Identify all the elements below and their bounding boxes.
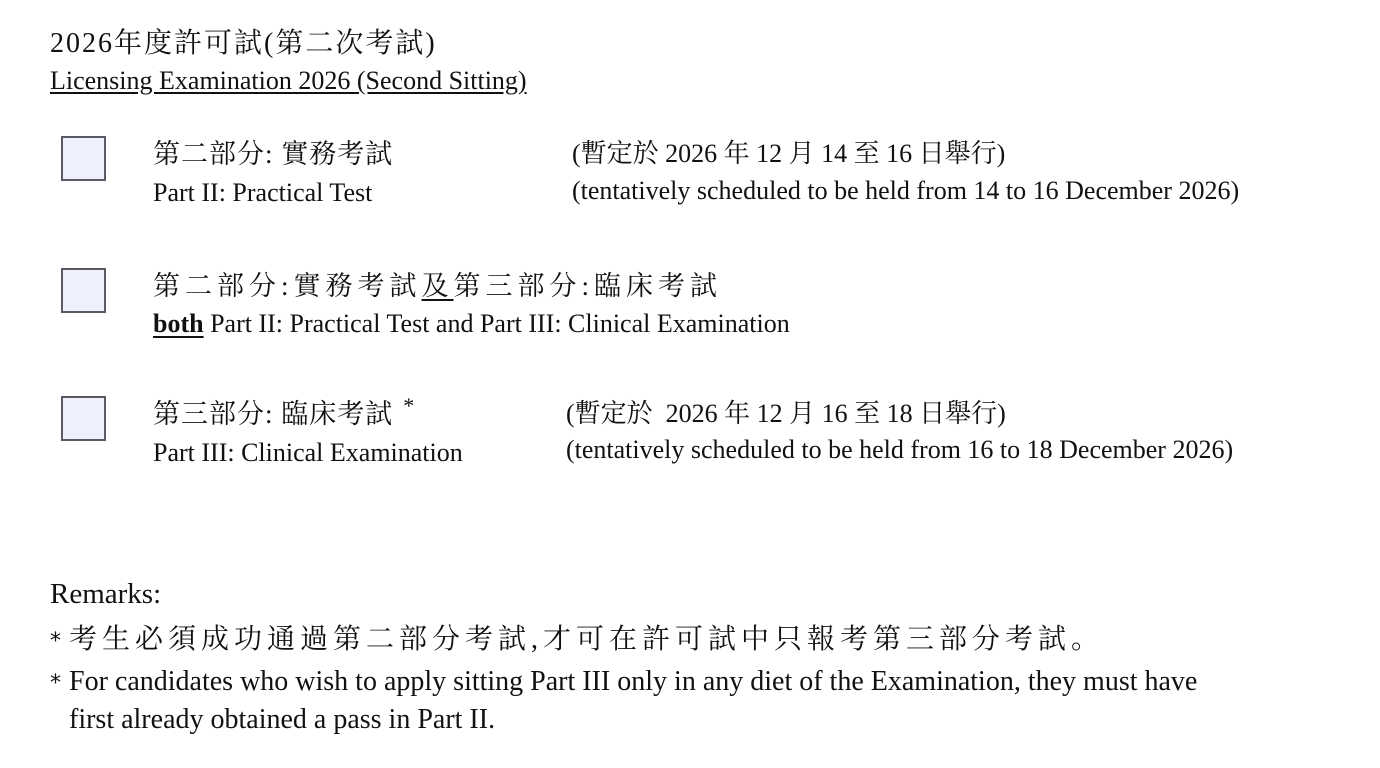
checkbox-part-ii[interactable] [61,136,106,181]
title-english: Licensing Examination 2026 (Second Sitting) [50,66,527,95]
remark-en-line2: first already obtained a pass in Part II. [69,704,496,735]
option-part-iii-schedule-en: (tentatively scheduled to be held from 16 to 18 December 2026) [566,435,1234,464]
option-part-iii-label-zh-text: 第三部分: 臨床考試 [153,399,394,429]
option-part-iii-label-zh [153,393,416,433]
remark-note-zh [50,622,1104,660]
option-part-iii-label-en: Part III: Clinical Examination [153,438,463,467]
option-part-ii-label-en: Part II: Practical Test [153,178,373,207]
remark-en-line1: For candidates who wish to apply sitting Part III only in any diet of the Examination, they must have [69,666,1198,697]
remark-en-asterisk: * [50,671,61,696]
option-part-ii-label-zh: 第二部分: 實務考試 [153,139,394,169]
option-part-iii-asterisk: * [403,393,416,418]
option-part-ii-schedule-zh: (暫定於 2026 年 12 月 14 至 16 日舉行) [572,139,1006,168]
remark-zh-text: 考生必須成功通過第二部分考試,才可在許可試中只報考第三部分考試。 [69,624,1105,655]
option-both-label-en [153,308,790,340]
remark-note-en [50,664,1350,738]
option-part-ii-schedule-en: (tentatively scheduled to be held from 14 to 16 December 2026) [572,176,1240,205]
option-both-label-zh-part-ii: 第二部分:實務考試 [153,271,422,301]
remarks-heading: Remarks: [50,578,162,610]
option-both-label-zh-part-iii: 第三部分:臨床考試 [453,271,723,301]
option-both-label-zh-and: 及 [421,271,454,301]
remark-zh-asterisk: * [50,629,61,654]
title-chinese: 2026年度許可試(第二次考試) [50,28,437,59]
option-both-label-en-rest: Part II: Practical Test and Part III: Clinical Examination [203,309,790,338]
option-part-iii-schedule-zh: (暫定於 2026 年 12 月 16 至 18 日舉行) [566,399,1006,428]
checkbox-both-parts[interactable] [61,268,106,313]
option-both-emphasis: both [153,309,204,338]
checkbox-part-iii[interactable] [61,396,106,441]
option-both-label-zh [153,269,722,303]
